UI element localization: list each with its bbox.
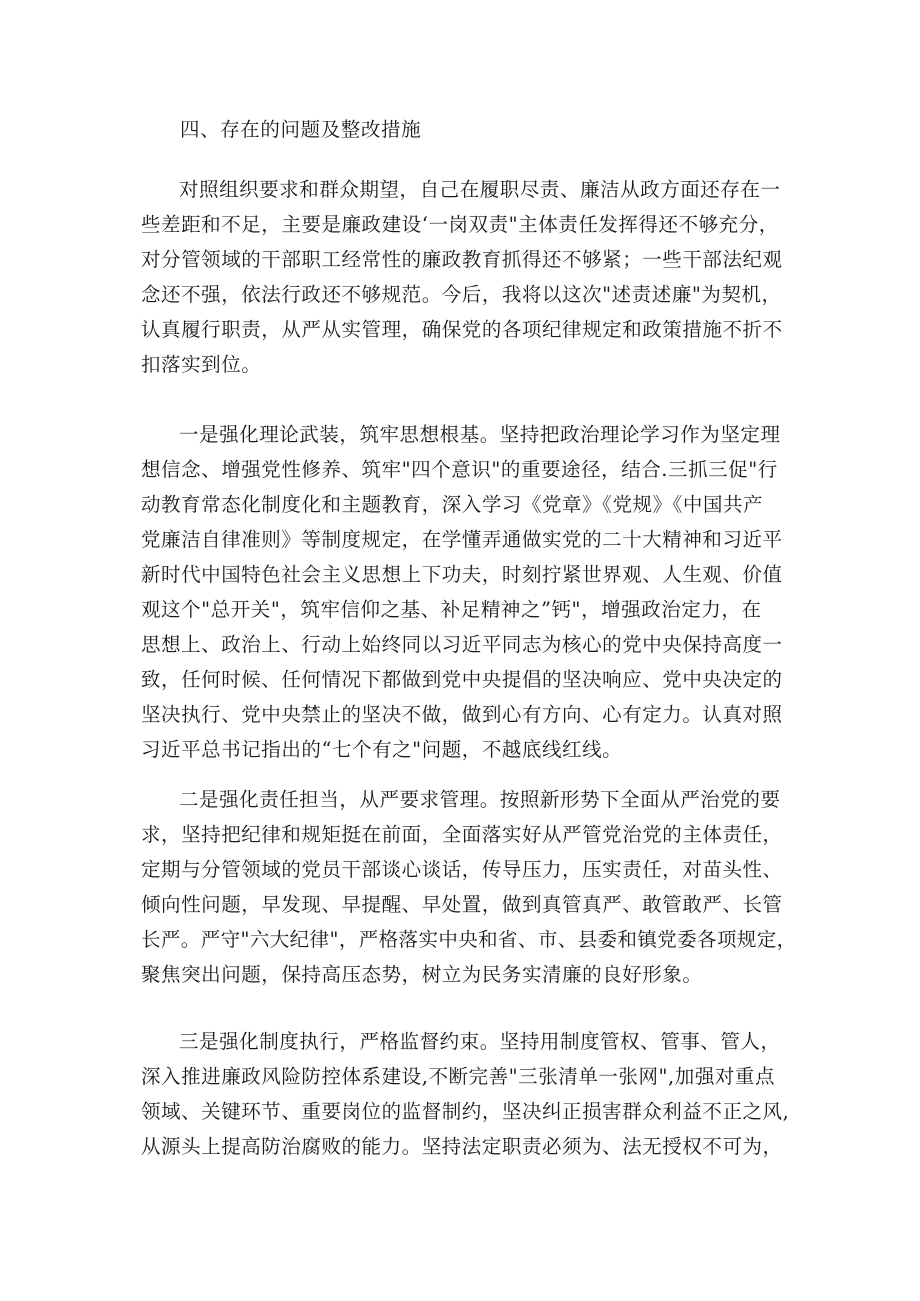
paragraph-line: 动教育常态化制度化和主题教育，深入学习《党章》《党规》《中国共产	[141, 493, 764, 516]
paragraph-line: 扣落实到位。	[141, 353, 262, 376]
paragraph-line: 深入推进廉政风险防控体系建设,不断完善"三张清单一张网",加强对重点	[141, 1065, 776, 1088]
paragraph-line: 致，任何时候、任何情况下都做到党中央提倡的坚决响应、党中央决定的	[141, 668, 783, 691]
paragraph-problems	[141, 172, 796, 382]
paragraph-line: 念还不强，依法行政还不够规范。今后，我将以这次"述责述廉"为契机，	[141, 283, 782, 306]
paragraph-line: 求，坚持把纪律和规矩挺在前面，全面落实好从严管党治党的主体责任，	[141, 823, 783, 846]
paragraph-line: 认真履行职责，从严从实管理，确保党的各项纪律规定和政策措施不折不	[141, 318, 783, 341]
paragraph-line: 新时代中国特色社会主义思想上下功夫，时刻拧紧世界观、人生观、价值	[141, 563, 783, 586]
paragraph-line: 三是强化制度执行，严格监督约束。坚持用制度管权、管事、管人，	[179, 1030, 781, 1053]
paragraph-line: 党廉洁自律准则》等制度规定，在学懂弄通做实党的二十大精神和习近平	[141, 528, 783, 551]
paragraph-line: 观这个"总开关"，筑牢信仰之基、补足精神之”钙"，增强政治定力，在	[141, 598, 762, 621]
paragraph-line: 倾向性问题，早发现、早提醒、早处置，做到真管真严、敢管敢严、长管	[141, 893, 783, 916]
paragraph-theory	[141, 417, 796, 767]
paragraph-line: 坚决执行、党中央禁止的坚决不做，做到心有方向、心有定力。认真对照	[141, 703, 783, 726]
paragraph-responsibility	[141, 782, 796, 992]
paragraph-line: 二是强化责任担当，从严要求管理。按照新形势下全面从严治党的要	[179, 788, 781, 811]
paragraph-line: 领域、关键环节、重要岗位的监督制约，坚决纠正损害群众利益不正之风,	[141, 1100, 790, 1123]
paragraph-line: 定期与分管领域的党员干部谈心谈话，传导压力，压实责任，对苗头性、	[141, 858, 783, 881]
paragraph-line: 想信念、增强党性修养、筑牢"四个意识"的重要途径，结合.三抓三促"行	[141, 458, 778, 481]
section-heading: 四、存在的问题及整改措施	[180, 118, 422, 141]
paragraph-line: 聚焦突出问题，保持高压态势，树立为民务实清廉的良好形象。	[141, 963, 703, 986]
paragraph-line: 习近平总书记指出的“七个有之"问题，不越底线红线。	[141, 738, 623, 761]
paragraph-line: 些差距和不足，主要是廉政建设‘一岗双责"主体责任发挥得还不够充分，	[141, 213, 779, 236]
paragraph-line: 长严。严守"六大纪律"，严格落实中央和省、市、县委和镇党委各项规定，	[141, 928, 797, 951]
paragraph-line: 对分管领域的干部职工经常性的廉政教育抓得还不够紧；一些干部法纪观	[141, 248, 783, 271]
paragraph-supervision	[141, 1024, 796, 1164]
paragraph-line: 一是强化理论武装，筑牢思想根基。坚持把政治理论学习作为坚定理	[179, 423, 781, 446]
paragraph-line: 从源头上提高防治腐败的能力。坚持法定职责必须为、法无授权不可为，	[141, 1135, 783, 1158]
paragraph-line: 对照组织要求和群众期望，自己在履职尽责、廉洁从政方面还存在一	[179, 178, 781, 201]
paragraph-line: 思想上、政治上、行动上始终同以习近平同志为核心的党中央保持高度一	[141, 633, 783, 656]
